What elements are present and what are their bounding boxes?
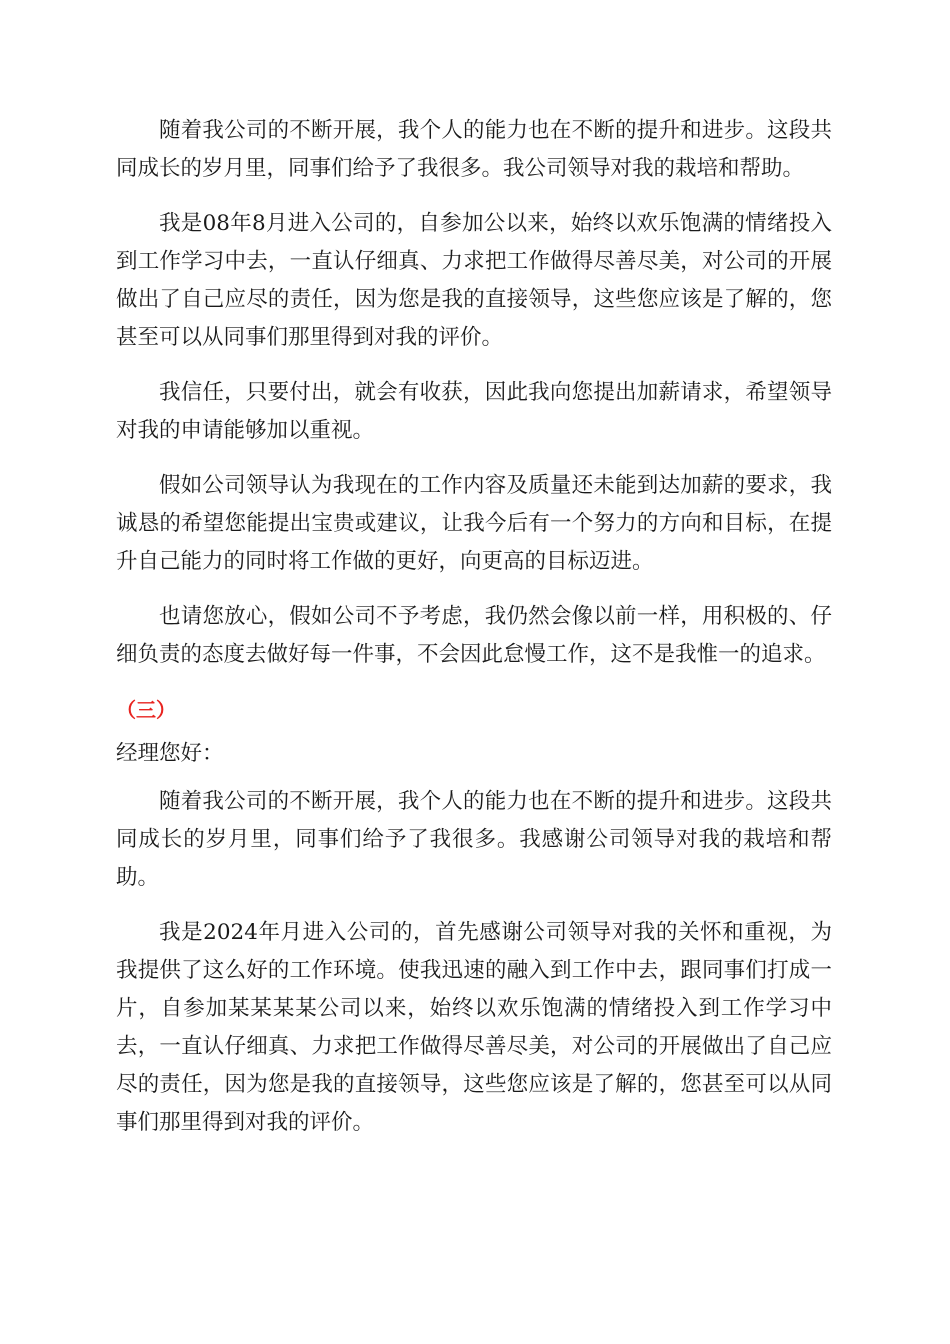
paragraph: 我是08年8月进入公司的，自参加公以来，始终以欢乐饱满的情绪投入到工作学习中去，一直认仔细真、力求把工作做得尽善尽美，对公司的开展做出了自己应尽的责任，因为您是我的直接领导，这些您应该是了解的，您甚至可以从同事们那里得到对我的评价。	[116, 211, 832, 350]
paragraph: 我是2024年月进入公司的，首先感谢公司领导对我的关怀和重视，为我提供了这么好的工作环境。使我迅速的融入到工作中去，跟同事们打成一片，自参加某某某某公司以来，始终以欢乐饱满的情绪投入到工作学习中去，一直认仔细真、力求把工作做得尽善尽美，对公司的开展做出了自己应尽的责任，因为您是我的直接领导，这些您应该是了解的，您甚至可以从同事们那里得到对我的评价。	[116, 920, 832, 1135]
paragraph: 随着我公司的不断开展，我个人的能力也在不断的提升和进步。这段共同成长的岁月里，同事们给予了我很多。我公司领导对我的栽培和帮助。	[116, 118, 832, 181]
salutation: 经理您好：	[116, 741, 224, 766]
section-heading: （三）	[116, 698, 176, 722]
paragraph: 假如公司领导认为我现在的工作内容及质量还未能到达加薪的要求，我诚恳的希望您能提出宝贵或建议，让我今后有一个努力的方向和目标，在提升自己能力的同时将工作做的更好，向更高的目标迈进。	[116, 473, 832, 574]
paragraph: 随着我公司的不断开展，我个人的能力也在不断的提升和进步。这段共同成长的岁月里，同事们给予了我很多。我感谢公司领导对我的栽培和帮助。	[116, 789, 832, 890]
document-page	[116, 112, 832, 1142]
paragraph: 我信任，只要付出，就会有收获，因此我向您提出加薪请求，希望领导对我的申请能够加以重视。	[116, 380, 832, 443]
paragraph: 也请您放心，假如公司不予考虑，我仍然会像以前一样，用积极的、仔细负责的态度去做好每一件事，不会因此怠慢工作，这不是我惟一的追求。	[116, 604, 832, 667]
